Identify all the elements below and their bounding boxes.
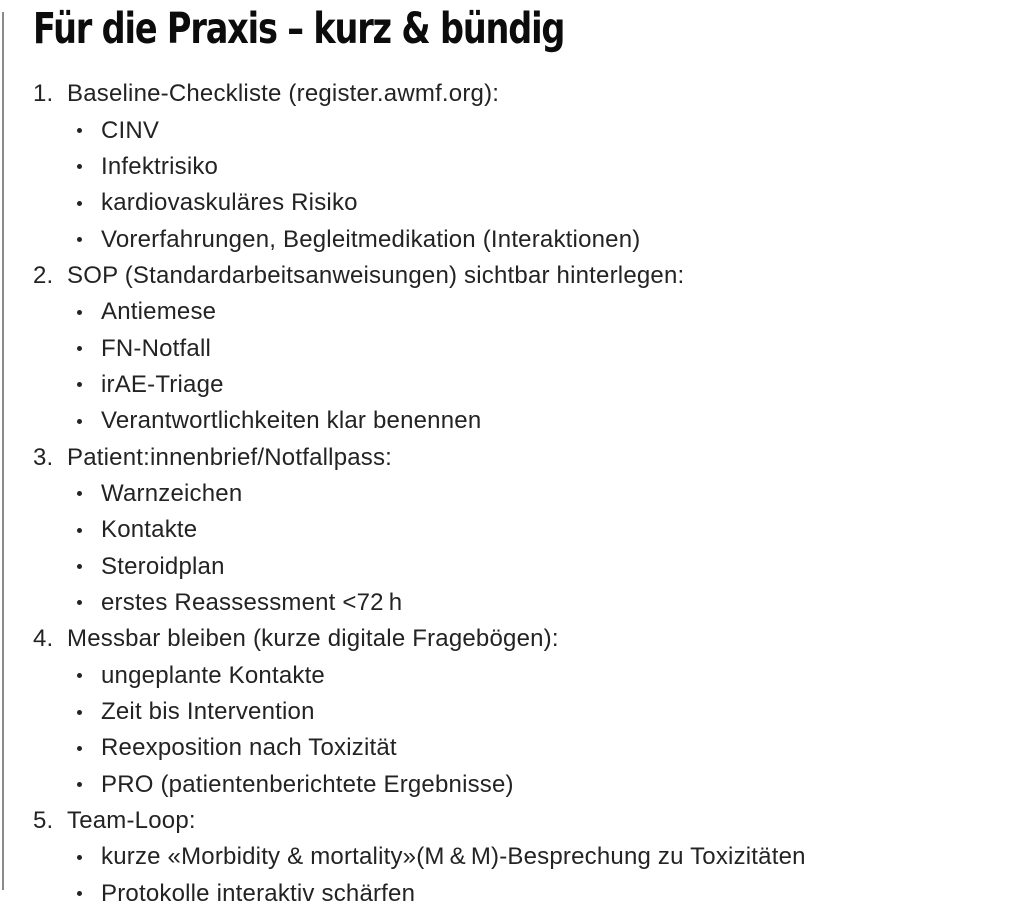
bullet-item: [33, 730, 1024, 766]
page-title: Für die Praxis – kurz & bündig: [33, 4, 565, 54]
numbered-item: [33, 439, 1024, 475]
page-edge-line: [2, 12, 4, 890]
bullet-item: [33, 476, 1024, 512]
bullet-label: irAE-Triage: [101, 370, 224, 398]
bullet-icon: [77, 564, 82, 569]
bullet-label: CINV: [101, 116, 160, 144]
bullet-item: [33, 876, 1024, 912]
bullet-icon: [77, 891, 82, 896]
bullet-icon: [77, 382, 82, 387]
bullet-label: kardiovaskuläres Risiko: [101, 189, 358, 217]
bullet-icon: [77, 491, 82, 496]
bullet-icon: [77, 310, 82, 315]
bullet-label: Steroidplan: [101, 552, 225, 580]
bullet-item: [33, 767, 1024, 803]
bullet-item: [33, 185, 1024, 221]
bullet-label: Verantwortlichkeiten klar benennen: [101, 407, 482, 435]
bullet-icon: [77, 673, 82, 678]
item-label: Patient:innenbrief/Notfallpass:: [67, 443, 393, 471]
bullet-icon: [77, 346, 82, 351]
item-label: Team-Loop:: [67, 807, 196, 835]
bullet-item: [33, 294, 1024, 330]
numbered-item: [33, 76, 1024, 112]
bullet-icon: [77, 855, 82, 860]
bullet-item: [33, 585, 1024, 621]
numbered-list: [33, 76, 1024, 912]
item-number: 4.: [33, 625, 54, 653]
item-number: 2.: [33, 261, 54, 289]
bullet-label: PRO (patientenberichtete Ergebnisse): [101, 770, 514, 798]
bullet-label: ungeplante Kontakte: [101, 661, 325, 689]
bullet-item: [33, 694, 1024, 730]
bullet-item: [33, 367, 1024, 403]
bullet-item: [33, 658, 1024, 694]
bullet-label: Zeit bis Intervention: [101, 698, 315, 726]
bullet-item: [33, 512, 1024, 548]
bullet-label: Protokolle interaktiv schärfen: [101, 879, 416, 907]
item-label: Messbar bleiben (kurze digitale Fragebögen):: [67, 625, 559, 653]
numbered-item: [33, 803, 1024, 839]
bullet-item: [33, 221, 1024, 257]
bullet-label: Reexposition nach Toxizität: [101, 734, 397, 762]
bullet-item: [33, 330, 1024, 366]
bullet-item: [33, 149, 1024, 185]
bullet-label: erstes Reassessment <72 h: [101, 588, 403, 616]
bullet-icon: [77, 237, 82, 242]
bullet-item: [33, 403, 1024, 439]
bullet-item: [33, 548, 1024, 584]
bullet-icon: [77, 201, 82, 206]
bullet-label: Kontakte: [101, 516, 198, 544]
bullet-label: FN-Notfall: [101, 334, 212, 362]
bullet-icon: [77, 600, 82, 605]
bullet-label: Warnzeichen: [101, 479, 243, 507]
bullet-icon: [77, 128, 82, 133]
item-number: 5.: [33, 807, 54, 835]
bullet-icon: [77, 746, 82, 751]
bullet-icon: [77, 710, 82, 715]
item-number: 3.: [33, 443, 54, 471]
item-label: SOP (Standardarbeitsanweisungen) sichtbar hinterlegen:: [67, 261, 685, 289]
bullet-icon: [77, 528, 82, 533]
bullet-label: Vorerfahrungen, Begleitmedikation (Interaktionen): [101, 225, 641, 253]
bullet-item: [33, 839, 1024, 875]
numbered-item: [33, 258, 1024, 294]
bullet-icon: [77, 782, 82, 787]
item-number: 1.: [33, 80, 54, 108]
numbered-item: [33, 621, 1024, 657]
bullet-item: [33, 112, 1024, 148]
item-label: Baseline-Checkliste (register.awmf.org):: [67, 80, 500, 108]
bullet-icon: [77, 419, 82, 424]
bullet-label: kurze «Morbidity & mortality»(M & M)-Besprechung zu Toxizitäten: [101, 843, 806, 871]
bullet-icon: [77, 164, 82, 169]
bullet-label: Infektrisiko: [101, 152, 219, 180]
bullet-label: Antiemese: [101, 298, 217, 326]
